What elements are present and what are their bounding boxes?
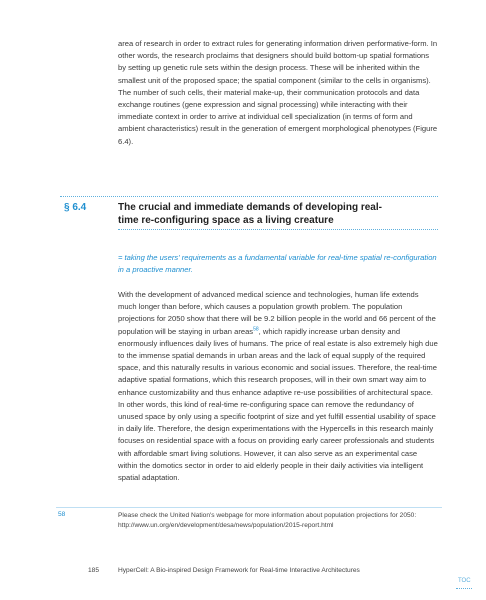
footnote-number: 58 xyxy=(58,511,66,518)
toc-underline xyxy=(456,588,472,589)
section-title: The crucial and immediate demands of developing real-time re-configuring space as a living creature xyxy=(118,202,382,226)
page-number: 185 xyxy=(88,567,100,574)
section-bottom-rule xyxy=(118,229,438,230)
body-text-after-ref: , which rapidly increase urban density and enormously influences daily lives of humans. The price of real estate is also extremely high due to the immense spatial demands in urban areas and the lack of equal supply of the required space, and this naturally results in various economic and social issues. Therefore, the real-time adaptive spatial formations, which this research proposes, will in their own smart way aim to enhance customizability and thus enhance adaptive re-use possibilities of architectural space. In other words, this kind of real-time re-configuring space can remove the redundancy of unused space by only using a specific footprint of size and yet fulfill essential usability of space in daily life. Therefore, the design experimentations with the Hypercells in this research mainly focuses on residential space with a focus on providing early career professionals and students with affordable smart living solutions. However, it can also serve as an experimental case within the domotics sector in order to aid elderly people in their daily activities via intelligent spatial adaptation. xyxy=(118,326,438,483)
footnote-text: Please check the United Nation's webpage for more information about population projections for 2050: http://www.un.org/en/development/desa/news/population/2015-report.html xyxy=(118,512,417,529)
body-text-before-ref: With the development of advanced medical science and technologies, human life extends much longer than before, which causes a population growth problem. The population projections for 2050 show that there will be 9.2 billion people in the world and 66 percent of the population will be staying in urban areas xyxy=(118,290,436,336)
footnote-rule xyxy=(56,507,442,508)
body-paragraph xyxy=(118,289,438,484)
footnote-ref[interactable]: 58 xyxy=(253,326,259,333)
body-paragraph-continued: area of research in order to extract rules for generating information driven performative-form. In other words, the research proclaims that designers should build bottom-up spatial formations by setting up genetic rule sets within the design process. These will be inherited within the smallest unit of the proposed space; the spatial component (similar to the cells in organisms). The number of such cells, their material make-up, their communication protocols and data exchange routines (gene expression and signal processing) while interacting with their immediate context in order to arrive at individual cell specialization (in terms of form and ambient characteristics) result in the generation of emergent morphological phenotypes (Figure 6.4). xyxy=(118,39,438,146)
section-top-rule xyxy=(60,196,438,197)
toc-link[interactable]: TOC xyxy=(458,578,471,584)
running-title: HyperCell: A Bio-inspired Design Framework for Real-time Interactive Architectures xyxy=(118,567,360,574)
section-lead: = taking the users' requirements as a fundamental variable for real-time spatial re-configuration in a proactive manner. xyxy=(118,253,437,275)
section-number: § 6.4 xyxy=(64,202,87,213)
